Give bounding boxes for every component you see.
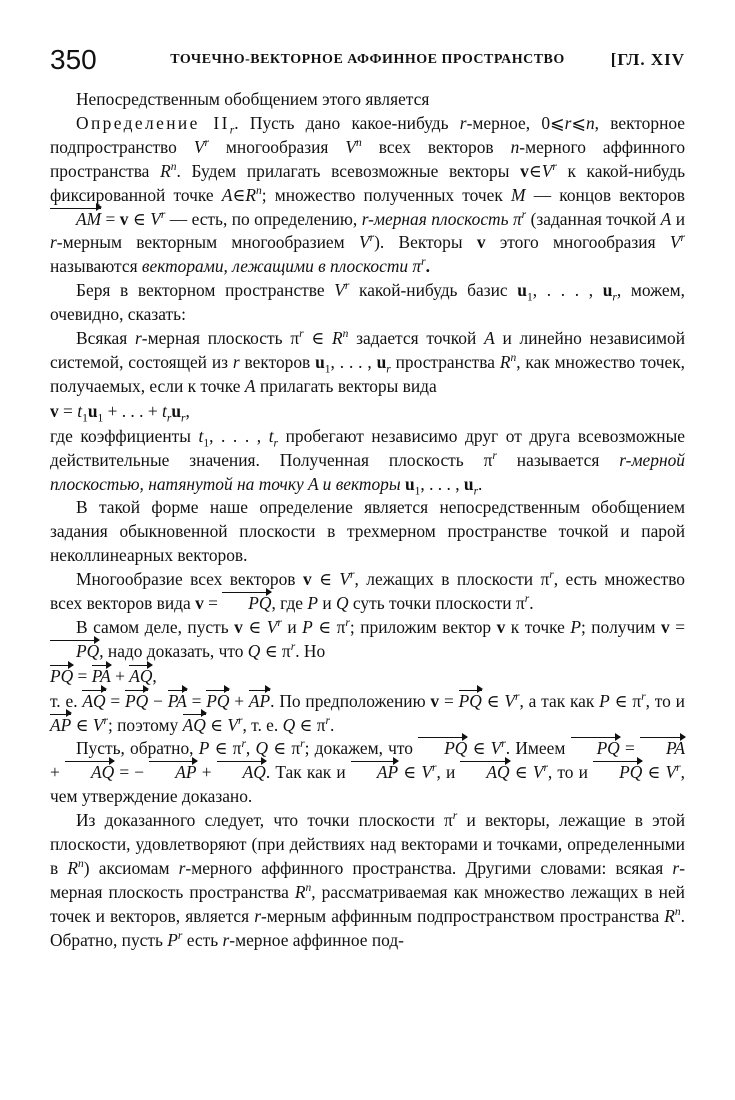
paragraph-6: В такой форме наше определение является непосредственным обобщением задания обыкновенной плоскости в трехмерном пространстве точкой и парой неколлинеарных векторов.: [50, 497, 685, 566]
page-number: 350: [50, 44, 97, 75]
paragraph-3: Беря в векторном пространстве $V^r$ какой-нибудь базис $u_1$, . . . , $u_r$, можем, очевидно, сказать:: [50, 280, 686, 325]
paragraph-10: Пусть, обратно, P ∈ $\pi^r$, Q ∈ $\pi^r$; докажем, что PQ ∈ $V^r$. Имеем PQ = PA + AQ = − AP + AQ. Так как и AP ∈ $V^r$, и AQ ∈ $V^r$, то и PQ ∈ $V^r$, чем утверждение доказано.: [50, 738, 685, 807]
paragraph-1: Непосредственным обобщением этого является: [76, 89, 430, 109]
page-header: [50, 44, 685, 80]
formula-2: PQ = PA + AQ,: [50, 665, 157, 686]
paragraph-11: Из доказанного следует, что точки плоскости $\pi^r$ и векторы, лежащие в этой плоскости, удовлетворяют (при действиях над векторами и точками, определенными в $R^n$) аксиомам r-мерного аффинного пространства. Другими словами: всякая r-мерная плоскость пространства $R^n$, рассматриваемая как множество лежащих в ней точек и векторов, является r-мерным аффинным подпространством пространства $R^n$. Обратно, пусть $P^r$ есть r-мерное аффинное под-: [50, 810, 685, 950]
running-title: ТОЧЕЧНО-ВЕКТОРНОЕ АФФИННОЕ ПРОСТРАНСТВО: [170, 52, 565, 67]
paragraph-4: Всякая r-мерная плоскость $\pi^r$ ∈ $R^n$ задается точкой A и линейно независимой системой, состоящей из r векторов $u_1$, . . . , $u_r$ пространства $R^n$, как множество точек, получаемых, если к точке A прилагать векторы вида: [50, 328, 685, 396]
page-body: [50, 88, 685, 953]
paragraph-7: Многообразие всех векторов v ∈ $V^r$, лежащих в плоскости $\pi^r$, есть множество всех векторов вида v = PQ, где P и Q суть точки плоскости $\pi^r$.: [50, 569, 685, 614]
chapter-label: [ГЛ. XIV: [610, 50, 685, 69]
paragraph-5: где коэффициенты $t_1$, . . . , $t_r$ пробегают независимо друг от друга всевозможные действительные значения. Полученная плоскость $\pi^r$ называется r-мерной плоскостью, натянутой на точку A и векторы $u_1$, . . . , $u_r$.: [50, 425, 686, 497]
paragraph-9: т. е. AQ = PQ − PA = PQ + AP. По предположению v = PQ ∈ $V^r$, а так как P ∈ $\pi^r$, то и AP ∈ $V^r$; поэтому AQ ∈ $V^r$, т. е. Q ∈ $\pi^r$.: [50, 690, 685, 735]
paragraph-2: Определение $II_r$. Пусть дано какое-нибудь r-мерное, 0⩽r⩽n, векторное подпространство $V^r$ многообразия $V^n$ всех векторов n-мерного аффинного пространства $R^n$. Будем прилагать всевозможные векторы $v\in V^r$ к какой-нибудь фиксированной точке $A\in R^n$; множество полученных точек M — концов векторов AM = v ∈ $V^r$ — есть, по определению, r-мерная плоскость $\pi^r$ (заданная точкой A и r-мерным векторным многообразием $V^r$). Векторы v этого многообразия $V^r$ называются векторами, лежащими в плоскости $\pi^r$.: [50, 112, 686, 277]
formula-1: $v = t_1u_1$ + . . . + $t_ru_r$,: [50, 400, 190, 425]
paragraph-8: В самом деле, пусть v ∈ $V^r$ и P ∈ $\pi^r$; приложим вектор v к точке P; получим v = PQ, надо доказать, что Q ∈ $\pi^r$. Но: [50, 616, 685, 664]
